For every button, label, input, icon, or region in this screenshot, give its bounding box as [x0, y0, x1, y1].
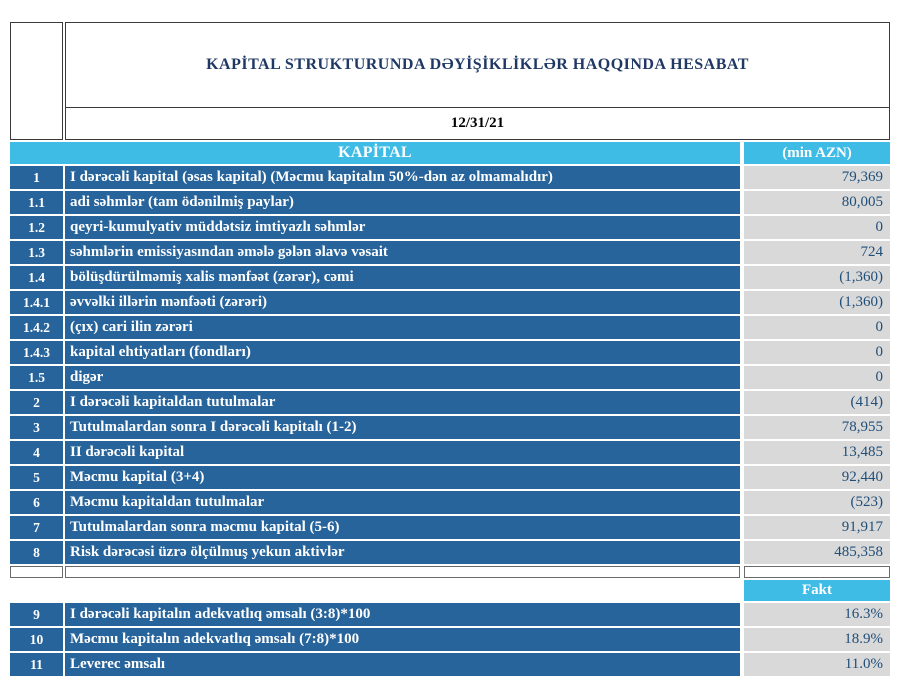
report-date: 12/31/21 — [65, 107, 890, 140]
row-number: 8 — [10, 541, 63, 564]
table-row — [10, 366, 890, 389]
blank-cell-number — [10, 566, 63, 578]
table-row — [10, 166, 890, 189]
row-number: 5 — [10, 466, 63, 489]
row-number: 2 — [10, 391, 63, 414]
capital-rows — [10, 166, 890, 564]
row-number: 3 — [10, 416, 63, 439]
row-number: 11 — [10, 653, 63, 676]
report-table — [10, 22, 890, 678]
table-header-unit: (min AZN) — [744, 142, 890, 164]
row-label: Leverec əmsalı — [65, 653, 740, 676]
row-value: 13,485 — [744, 441, 890, 464]
date-band — [10, 107, 890, 140]
corner-cell — [10, 22, 63, 108]
row-label: Tutulmalardan sonra məcmu kapital (5-6) — [65, 516, 740, 539]
table-row — [10, 416, 890, 439]
row-number: 1.4 — [10, 266, 63, 289]
table-row — [10, 603, 890, 626]
row-value: (1,360) — [744, 291, 890, 314]
row-number: 1.3 — [10, 241, 63, 264]
corner-cell-date — [10, 107, 63, 140]
blank-row — [10, 566, 890, 578]
row-number: 1.4.3 — [10, 341, 63, 364]
title-band — [10, 22, 890, 108]
table-row — [10, 291, 890, 314]
row-label: Risk dərəcəsi üzrə ölçülmuş yekun aktivlər — [65, 541, 740, 564]
table-row — [10, 541, 890, 564]
row-label: bölüşdürülməmiş xalis mənfəət (zərər), cəmi — [65, 266, 740, 289]
row-value: 18.9% — [744, 628, 890, 651]
table-row — [10, 628, 890, 651]
row-value: (1,360) — [744, 266, 890, 289]
table-row — [10, 216, 890, 239]
fakt-row-spacer — [10, 580, 744, 601]
row-value: 724 — [744, 241, 890, 264]
report-title: KAPİTAL STRUKTURUNDA DƏYİŞİKLİKLƏR HAQQINDA HESABAT — [65, 22, 890, 108]
row-number: 9 — [10, 603, 63, 626]
table-row — [10, 516, 890, 539]
row-value: 0 — [744, 341, 890, 364]
table-header-band — [10, 142, 890, 164]
row-number: 1.2 — [10, 216, 63, 239]
fakt-header: Fakt — [744, 580, 890, 601]
row-value: 485,358 — [744, 541, 890, 564]
ratio-rows — [10, 603, 890, 676]
row-number: 7 — [10, 516, 63, 539]
row-value: 0 — [744, 216, 890, 239]
row-number: 4 — [10, 441, 63, 464]
row-value: (414) — [744, 391, 890, 414]
row-number: 1.5 — [10, 366, 63, 389]
row-number: 1.4.1 — [10, 291, 63, 314]
table-row — [10, 191, 890, 214]
row-value: 16.3% — [744, 603, 890, 626]
row-value: 0 — [744, 366, 890, 389]
row-label: səhmlərin emissiyasından əmələ gələn əlavə vəsait — [65, 241, 740, 264]
table-row — [10, 441, 890, 464]
table-row — [10, 491, 890, 514]
row-label: (çıx) cari ilin zərəri — [65, 316, 740, 339]
row-value: 80,005 — [744, 191, 890, 214]
row-value: 91,917 — [744, 516, 890, 539]
row-value: 92,440 — [744, 466, 890, 489]
table-row — [10, 341, 890, 364]
row-number: 1.1 — [10, 191, 63, 214]
table-row — [10, 391, 890, 414]
row-number: 10 — [10, 628, 63, 651]
row-value: 79,369 — [744, 166, 890, 189]
row-label: qeyri-kumulyativ müddətsiz imtiyazlı səhmlər — [65, 216, 740, 239]
row-label: II dərəcəli kapital — [65, 441, 740, 464]
fakt-band — [10, 580, 890, 601]
row-number: 6 — [10, 491, 63, 514]
table-row — [10, 266, 890, 289]
blank-cell-label — [65, 566, 740, 578]
blank-cell-value — [744, 566, 890, 578]
row-label: I dərəcəli kapitaldan tutulmalar — [65, 391, 740, 414]
table-row — [10, 466, 890, 489]
table-row — [10, 316, 890, 339]
row-label: əvvəlki illərin mənfəəti (zərəri) — [65, 291, 740, 314]
row-label: Məcmu kapitaldan tutulmalar — [65, 491, 740, 514]
row-value: 78,955 — [744, 416, 890, 439]
row-number: 1 — [10, 166, 63, 189]
row-value: (523) — [744, 491, 890, 514]
row-label: kapital ehtiyatları (fondları) — [65, 341, 740, 364]
table-row — [10, 241, 890, 264]
table-header-kapital: KAPİTAL — [10, 142, 740, 164]
row-label: I dərəcəli kapital (əsas kapital) (Məcmu kapitalın 50%-dən az olmamalıdır) — [65, 166, 740, 189]
row-label: digər — [65, 366, 740, 389]
row-label: Məcmu kapital (3+4) — [65, 466, 740, 489]
row-label: adi səhmlər (tam ödənilmiş paylar) — [65, 191, 740, 214]
row-label: I dərəcəli kapitalın adekvatlıq əmsalı (3:8)*100 — [65, 603, 740, 626]
row-value: 0 — [744, 316, 890, 339]
row-label: Məcmu kapitalın adekvatlıq əmsalı (7:8)*100 — [65, 628, 740, 651]
row-label: Tutulmalardan sonra I dərəcəli kapitalı (1-2) — [65, 416, 740, 439]
row-value: 11.0% — [744, 653, 890, 676]
table-row — [10, 653, 890, 676]
row-number: 1.4.2 — [10, 316, 63, 339]
